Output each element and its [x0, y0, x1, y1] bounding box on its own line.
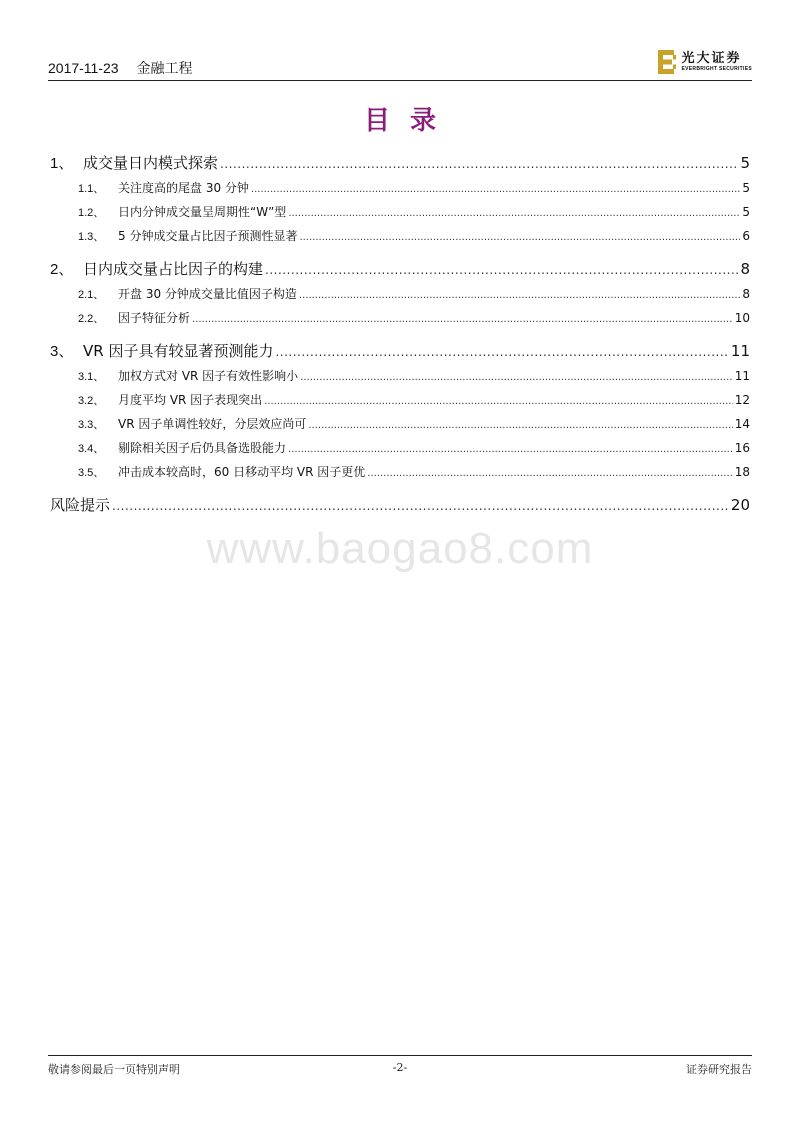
toc-entry-page: 8: [742, 287, 750, 301]
toc-entry-page: 20: [730, 496, 750, 514]
toc-entry-page: 14: [734, 417, 750, 431]
toc-entry-1[interactable]: [50, 150, 750, 176]
toc-entry-3-5[interactable]: [50, 460, 750, 484]
toc-entry-page: 5: [740, 154, 750, 172]
logo-chinese-name: 光大证券: [681, 51, 742, 66]
toc-entry-1-1[interactable]: [50, 176, 750, 200]
toc-entry-number: 3.1、: [78, 371, 105, 383]
toc-entry-page: 8: [740, 260, 750, 278]
toc-entry-3-3[interactable]: [50, 412, 750, 436]
toc-entry-page: 5: [742, 205, 750, 219]
toc-entry-number: 3.5、: [78, 467, 105, 479]
toc-entry-risk[interactable]: [50, 492, 750, 518]
page-header: [48, 50, 752, 81]
toc-leader-dots: [300, 366, 733, 390]
toc-entry-label: 日内成交量占比因子的构建: [83, 260, 264, 278]
toc-entry-number: 1.3、: [78, 231, 105, 243]
toc-entry-label: 加权方式对 VR 因子有效性影响小: [118, 369, 299, 383]
toc-entry-2-2[interactable]: [50, 306, 750, 330]
toc-entry-3[interactable]: [50, 338, 750, 364]
toc-entry-number: 3.2、: [78, 395, 105, 407]
toc-entry-2[interactable]: [50, 256, 750, 282]
toc-entry-label: VR 因子单调性较好，分层效应尚可: [118, 417, 307, 431]
toc-entry-label: 开盘 30 分钟成交量比值因子构造: [118, 287, 297, 301]
toc-leader-dots: [367, 462, 732, 486]
toc-leader-dots: [288, 438, 733, 462]
logo-english-name: EVERBRIGHT SECURITIES: [681, 66, 752, 72]
toc-leader-dots: [251, 178, 740, 202]
toc-leader-dots: [192, 308, 733, 332]
toc-entry-page: 10: [734, 311, 750, 325]
toc-entry-label: 关注度高的尾盘 30 分钟: [118, 181, 249, 195]
toc-entry-page: 6: [742, 229, 750, 243]
toc-entry-1-3[interactable]: [50, 224, 750, 248]
toc-entry-label: 剔除相关因子后仍具备选股能力: [118, 441, 287, 455]
toc-entry-number: 2.2、: [78, 313, 105, 325]
toc-entry-label: VR 因子具有较显著预测能力: [83, 342, 274, 360]
report-category: 金融工程: [136, 60, 193, 76]
toc-entry-label: 成交量日内模式探索: [83, 154, 219, 172]
table-of-contents: [50, 150, 750, 518]
everbright-logo-mark-icon: [658, 50, 676, 74]
toc-leader-dots: [264, 390, 733, 414]
footer-report-type: 证券研究报告: [686, 1063, 752, 1076]
toc-entry-page: 18: [734, 465, 750, 479]
toc-entry-number: 2.1、: [78, 289, 105, 301]
toc-entry-label: 风险提示: [50, 496, 111, 514]
toc-entry-page: 11: [734, 369, 750, 383]
toc-leader-dots: [220, 151, 738, 177]
toc-leader-dots: [299, 284, 740, 308]
toc-entry-number: 1、: [50, 155, 74, 172]
toc-entry-label: 因子特征分析: [118, 311, 191, 325]
toc-entry-3-4[interactable]: [50, 436, 750, 460]
toc-entry-3-1[interactable]: [50, 364, 750, 388]
toc-leader-dots: [112, 493, 729, 519]
toc-entry-label: 月度平均 VR 因子表现突出: [118, 393, 263, 407]
toc-leader-dots: [299, 226, 740, 250]
toc-entry-number: 1.2、: [78, 207, 105, 219]
toc-entry-number: 1.1、: [78, 183, 105, 195]
toc-entry-label: 5 分钟成交量占比因子预测性显著: [118, 229, 298, 243]
toc-entry-number: 3、: [50, 343, 74, 360]
toc-entry-1-2[interactable]: [50, 200, 750, 224]
toc-entry-number: 3.4、: [78, 443, 105, 455]
toc-entry-page: 16: [734, 441, 750, 455]
toc-leader-dots: [265, 257, 738, 283]
report-date: 2017-11-23: [48, 60, 119, 76]
page-number: -2-: [392, 1061, 408, 1074]
footer-disclaimer: 敬请参阅最后一页特别声明: [48, 1063, 180, 1076]
toc-entry-label: 冲击成本较高时，60 日移动平均 VR 因子更优: [118, 465, 366, 479]
toc-leader-dots: [275, 339, 728, 365]
toc-entry-number: 2、: [50, 261, 74, 278]
page-footer: [48, 1055, 752, 1082]
toc-entry-label: 日内分钟成交量呈周期性“W”型: [118, 205, 287, 219]
toc-entry-2-1[interactable]: [50, 282, 750, 306]
header-meta: [48, 58, 192, 78]
toc-title: 目录: [363, 106, 456, 136]
toc-entry-page: 11: [730, 342, 750, 360]
toc-entry-number: 3.3、: [78, 419, 105, 431]
toc-leader-dots: [288, 202, 740, 226]
everbright-logo: [658, 48, 752, 76]
toc-entry-page: 12: [734, 393, 750, 407]
toc-leader-dots: [308, 414, 732, 438]
toc-entry-3-2[interactable]: [50, 388, 750, 412]
toc-entry-page: 5: [742, 181, 750, 195]
watermark: www.baogao8.com: [206, 524, 594, 573]
